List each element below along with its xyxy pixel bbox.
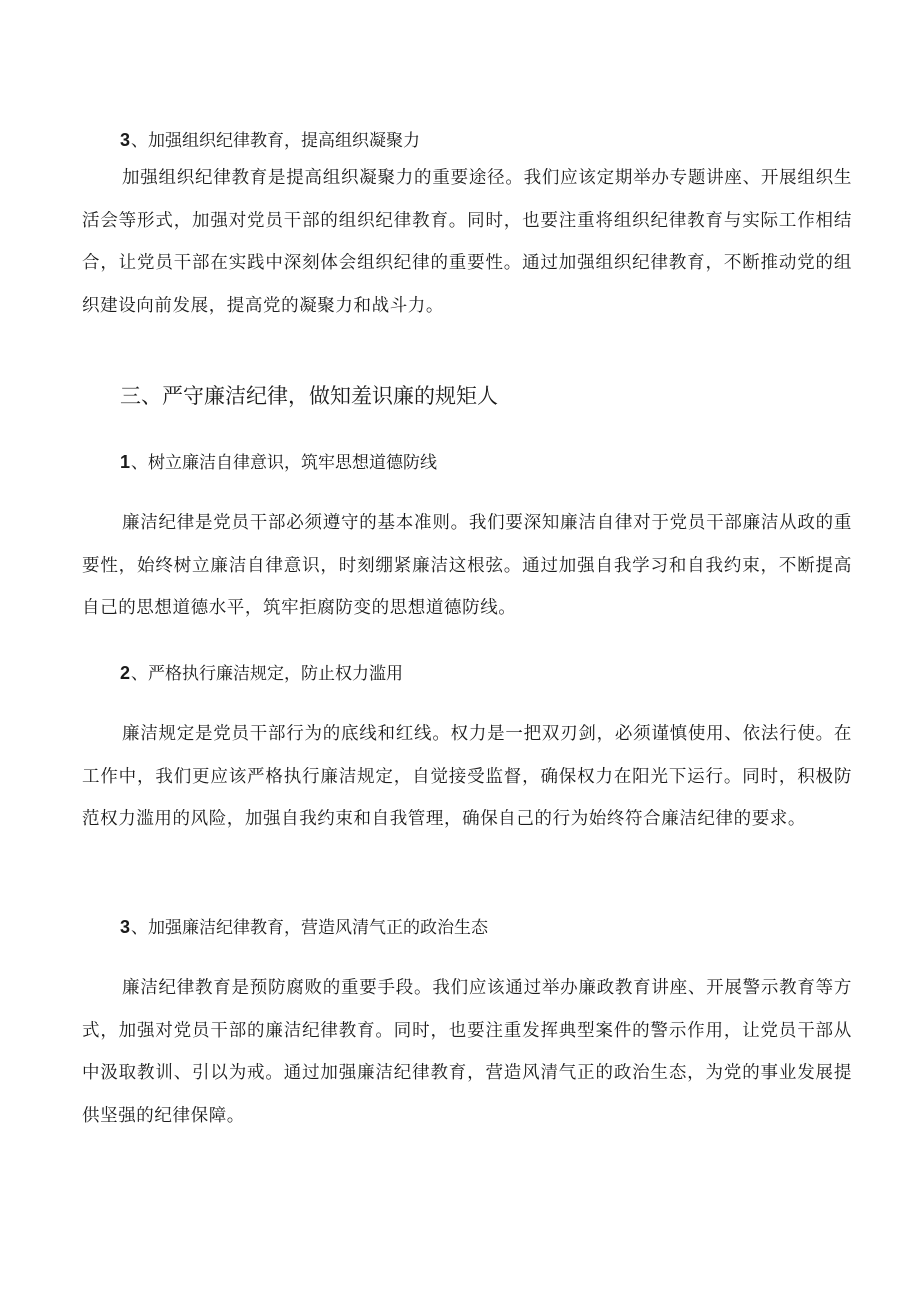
subheading-number: 1 [120,452,131,472]
paragraph-integrity-education: 廉洁纪律教育是预防腐败的重要手段。我们应该通过举办廉政教育讲座、开展警示教育等方式，加强对党员干部的廉洁纪律教育。同时，也要注重发挥典型案件的警示作用，让党员干部从中汲取教训、引以为戒。通过加强廉洁纪律教育，营造风清气正的政治生态，为党的事业发展提供坚强的纪律保障。 [82,978,852,1126]
paragraph-org-discipline-education: 加强组织纪律教育是提高组织凝聚力的重要途径。我们应该定期举办专题讲座、开展组织生活会等形式，加强对党员干部的组织纪律教育。同时，也要注重将组织纪律教育与实际工作相结合，让党员干部在实践中深刻体会组织纪律的重要性。通过加强组织纪律教育，不断推动党的组织建设向前发展，提高党的凝聚力和战斗力。 [82,168,852,316]
subheading-org-discipline-education [120,129,420,152]
subheading-text: 、严格执行廉洁规定，防止权力滥用 [131,664,404,684]
subheading-integrity-regulations [120,662,403,685]
subheading-number: 3 [120,917,131,937]
subheading-integrity-education [120,916,488,939]
subheading-number: 2 [120,663,131,683]
subheading-text: 、加强组织纪律教育，提高组织凝聚力 [131,131,421,151]
paragraph-integrity-regulations: 廉洁规定是党员干部行为的底线和红线。权力是一把双刃剑，必须谨慎使用、依法行使。在工作中，我们更应该严格执行廉洁规定，自觉接受监督，确保权力在阳光下运行。同时，积极防范权力滥用的风险，加强自我约束和自我管理，确保自己的行为始终符合廉洁纪律的要求。 [82,724,852,829]
subheading-integrity-self-discipline [120,451,437,474]
subheading-text: 、加强廉洁纪律教育，营造风清气正的政治生态 [131,918,489,938]
paragraph-integrity-self-discipline: 廉洁纪律是党员干部必须遵守的基本准则。我们要深知廉洁自律对于党员干部廉洁从政的重要性，始终树立廉洁自律意识，时刻绷紧廉洁这根弦。通过加强自我学习和自我约束，不断提高自己的思想道德水平，筑牢拒腐防变的思想道德防线。 [82,513,852,618]
section-heading-integrity-discipline: 三、严守廉洁纪律，做知羞识廉的规矩人 [120,384,498,408]
subheading-number: 3 [120,130,131,150]
subheading-text: 、树立廉洁自律意识，筑牢思想道德防线 [131,453,438,473]
